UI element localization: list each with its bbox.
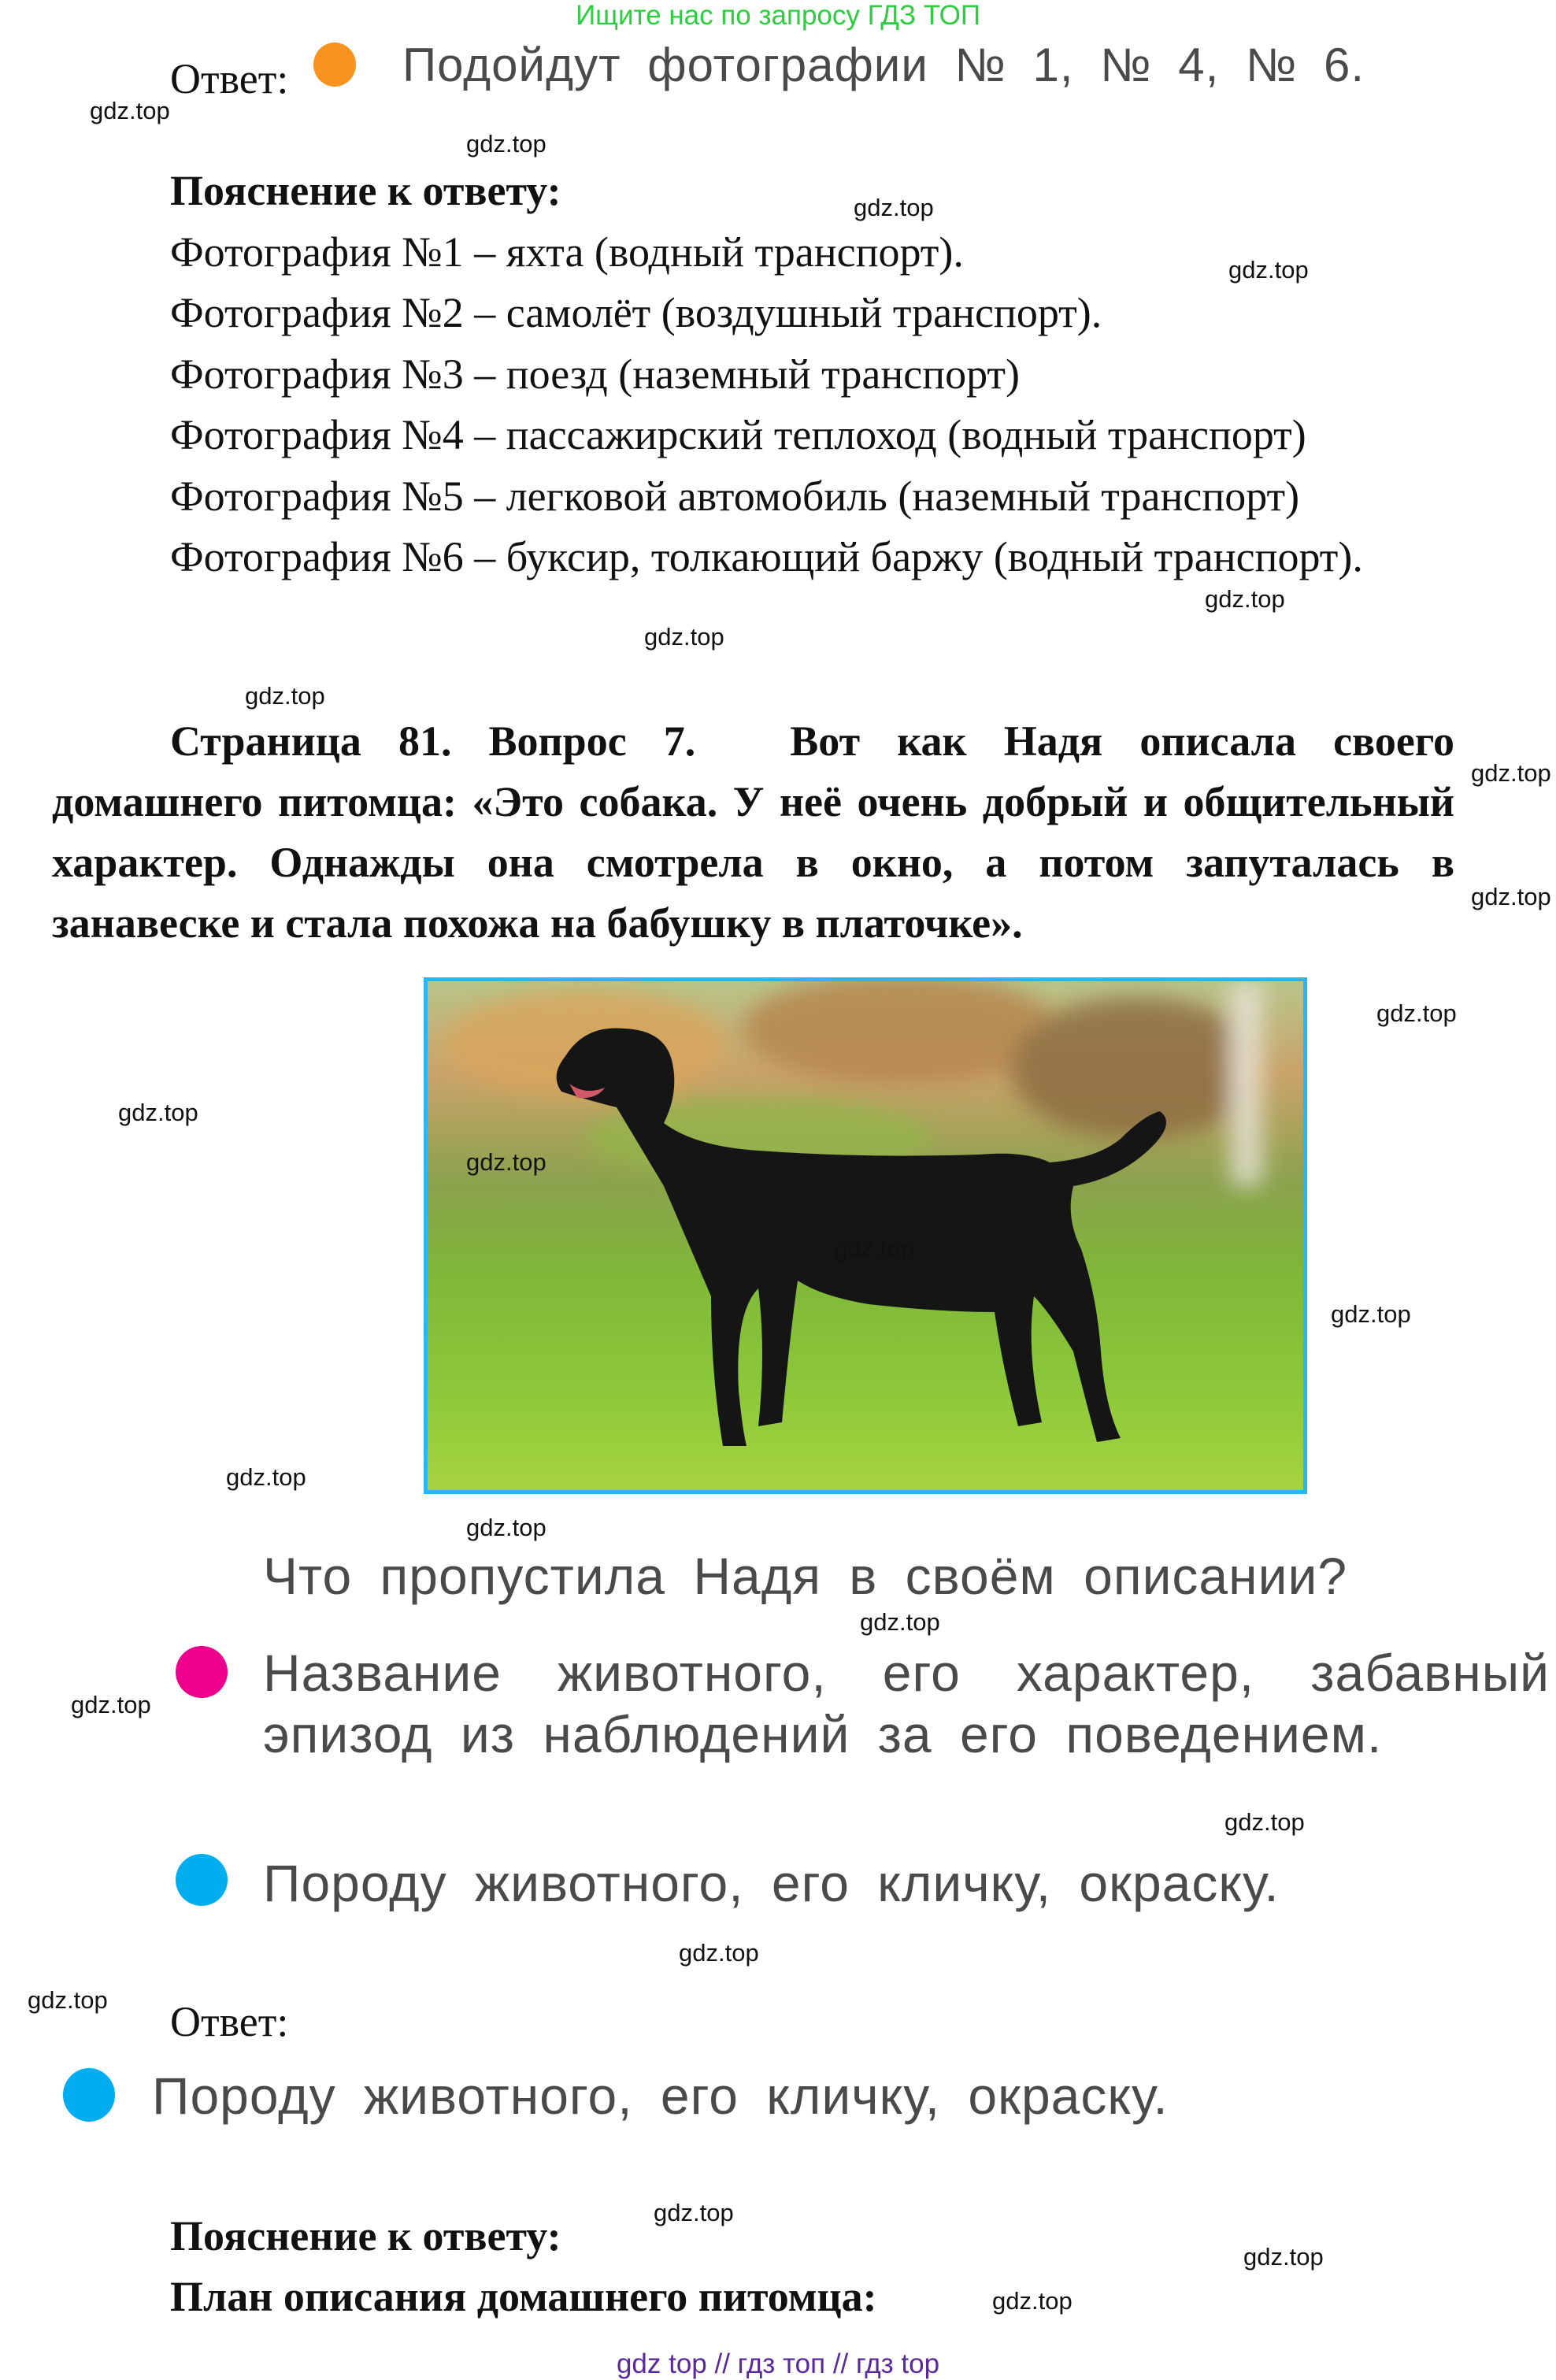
explanation-line-6: Фотография №6 – буксир, толкающий баржу (водный транспорт).	[170, 533, 1363, 580]
answer-2-text: Породу животного, его кличку, окраску.	[152, 2067, 1169, 2125]
watermark: gdz.top	[834, 1235, 914, 1262]
watermark: gdz.top	[1228, 256, 1309, 284]
watermark: gdz.top	[654, 2199, 734, 2226]
blue-bullet-icon	[63, 2068, 115, 2122]
explanation-line-2: Фотография №2 – самолёт (воздушный транспорт).	[170, 289, 1102, 336]
watermark: gdz.top	[245, 682, 325, 710]
watermark: gdz.top	[1331, 1300, 1411, 1328]
explanation-line-3: Фотография №3 – поезд (наземный транспорт)	[170, 350, 1020, 398]
watermark: gdz.top	[854, 194, 934, 221]
task-text: Вот как Надя описала своего домашнего питомца: «Это собака. У неё очень добрый и общительный характер. Однажды она смотрела в окно, а потом запуталась в занавеске и стала похожа на бабушку в платочке».	[52, 717, 1454, 947]
watermark: gdz.top	[226, 1463, 306, 1491]
answer-label-2: Ответ:	[170, 1998, 289, 2045]
watermark: gdz.top	[644, 623, 724, 651]
watermark: gdz.top	[466, 130, 546, 158]
watermark: gdz.top	[118, 1099, 198, 1126]
option-1-text: Название животного, его характер, забавный эпизод из наблюдений за его поведением.	[263, 1644, 1550, 1763]
explanation-heading: Пояснение к ответу:	[170, 167, 561, 214]
watermark: gdz.top	[679, 1939, 759, 1967]
task-title: Страница 81. Вопрос 7.	[170, 717, 696, 765]
watermark: gdz.top	[1243, 2243, 1324, 2271]
watermark: gdz.top	[1471, 883, 1551, 910]
option-2-text: Породу животного, его кличку, окраску.	[263, 1854, 1280, 1912]
watermark: gdz.top	[860, 1608, 940, 1636]
explanation-line-1: Фотография №1 – яхта (водный транспорт).	[170, 228, 964, 276]
watermark: gdz.top	[90, 97, 170, 124]
question-text: Что пропустила Надя в своём описании?	[263, 1547, 1348, 1605]
answer-label: Ответ:	[170, 55, 289, 102]
blue-bullet-icon	[176, 1854, 228, 1906]
search-banner[interactable]: Ищите нас по запросу ГДЗ ТОП	[576, 0, 980, 31]
watermark: gdz.top	[466, 1148, 546, 1176]
explanation-heading-2: Пояснение к ответу:	[170, 2212, 561, 2260]
pink-bullet-icon	[176, 1646, 228, 1698]
plan-heading: План описания домашнего питомца:	[170, 2273, 877, 2320]
watermark: gdz.top	[466, 1514, 546, 1541]
watermark: gdz.top	[28, 1986, 108, 2014]
watermark: gdz.top	[1471, 759, 1551, 787]
explanation-line-4: Фотография №4 – пассажирский теплоход (водный транспорт)	[170, 411, 1306, 458]
watermark: gdz.top	[1224, 1808, 1305, 1836]
task-paragraph	[52, 711, 1454, 954]
answer-text: Подойдут фотографии № 1, № 4, № 6.	[402, 39, 1365, 91]
watermark: gdz.top	[1376, 999, 1457, 1027]
watermark: gdz.top	[1205, 585, 1285, 613]
explanation-line-5: Фотография №5 – легковой автомобиль (наземный транспорт)	[170, 473, 1300, 520]
watermark: gdz.top	[992, 2287, 1073, 2315]
footer-links[interactable]: gdz top // гдз топ // гдз top	[616, 2348, 940, 2379]
watermark: gdz.top	[71, 1691, 151, 1718]
orange-bullet-icon	[313, 43, 356, 87]
